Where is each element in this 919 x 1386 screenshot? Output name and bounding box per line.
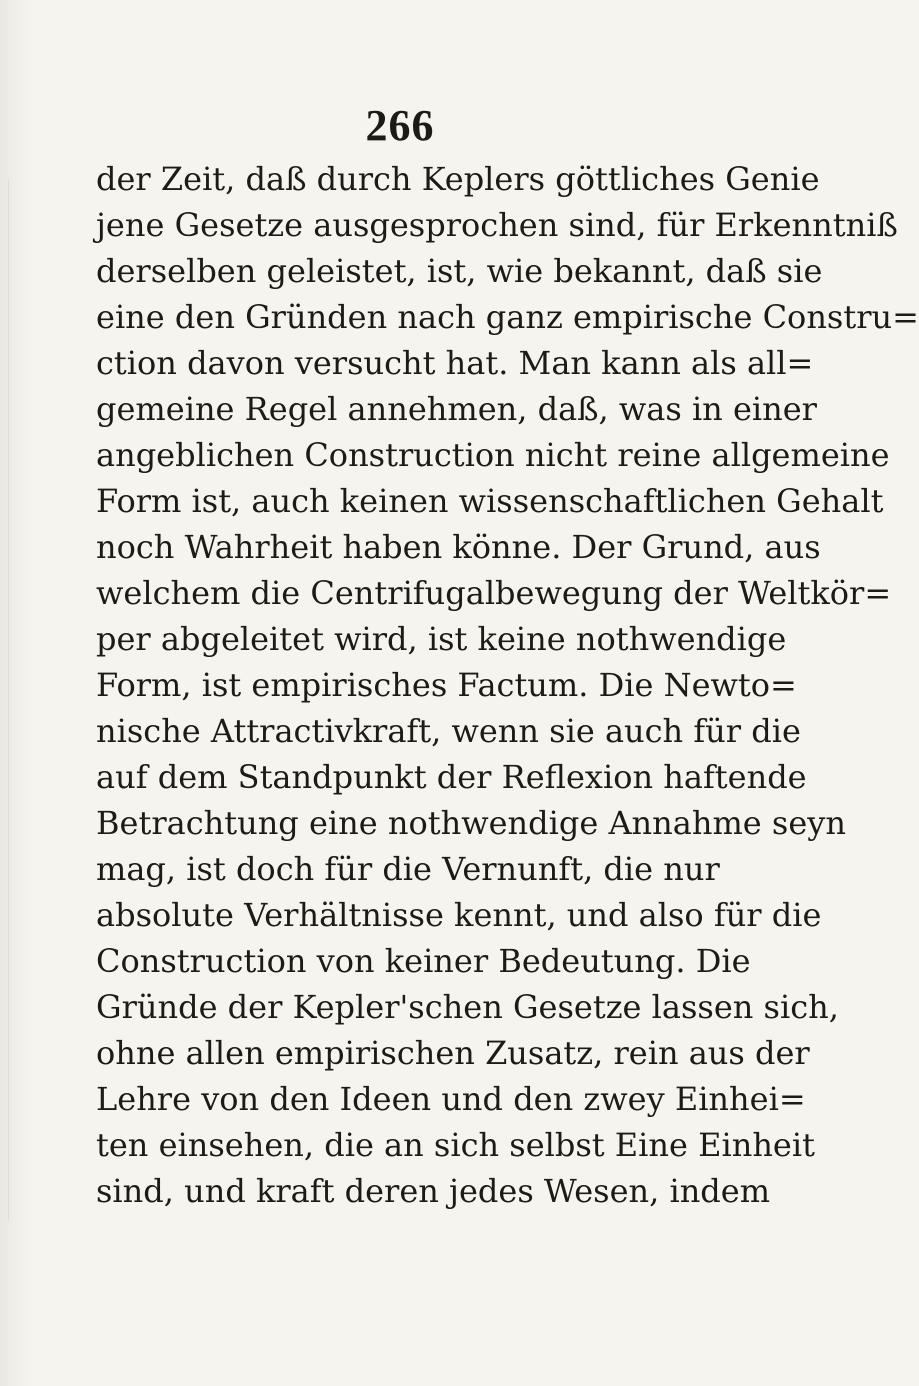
text-line: absolute Verhältnisse kennt, und also für die <box>96 896 822 934</box>
page-number: 266 <box>365 101 435 150</box>
text-line: noch Wahrheit haben könne. Der Grund, aus <box>96 528 821 566</box>
text-line: nische Attractivkraft, wenn sie auch für die <box>96 712 801 750</box>
text-line: Form ist, auch keinen wissenschaftlichen Gehalt <box>96 482 884 520</box>
text-line: ction davon versucht hat. Man kann als all= <box>96 344 814 382</box>
text-line: sind, und kraft deren jedes Wesen, indem <box>96 1172 771 1210</box>
text-line: Lehre von den Ideen und den zwey Einhei= <box>96 1080 806 1118</box>
text-line: eine den Gründen nach ganz empirische Constru= <box>96 298 919 336</box>
text-line: Construction von keiner Bedeutung. Die <box>96 942 751 980</box>
text-line: Betrachtung eine nothwendige Annahme seyn <box>96 804 846 842</box>
text-line: angeblichen Construction nicht reine allgemeine <box>96 436 890 474</box>
margin-mark <box>8 180 29 1220</box>
text-line: Form, ist empirisches Factum. Die Newto= <box>96 666 797 704</box>
text-line: per abgeleitet wird, ist keine nothwendige <box>96 620 787 658</box>
text-line: ohne allen empirischen Zusatz, rein aus der <box>96 1034 810 1072</box>
body-text <box>96 156 919 1214</box>
text-line: welchem die Centrifugalbewegung der Weltkör= <box>96 574 892 612</box>
text-line: Gründe der Kepler'schen Gesetze lassen sich, <box>96 988 839 1026</box>
text-line: derselben geleistet, ist, wie bekannt, daß sie <box>96 252 823 290</box>
text-line: mag, ist doch für die Vernunft, die nur <box>96 850 720 888</box>
text-line: auf dem Standpunkt der Reflexion haftende <box>96 758 807 796</box>
text-line: ten einsehen, die an sich selbst Eine Einheit <box>96 1126 815 1164</box>
text-line: der Zeit, daß durch Keplers göttliches Genie <box>96 160 820 198</box>
text-line: jene Gesetze ausgesprochen sind, für Erkenntniß <box>96 206 898 244</box>
text-line: gemeine Regel annehmen, daß, was in einer <box>96 390 817 428</box>
